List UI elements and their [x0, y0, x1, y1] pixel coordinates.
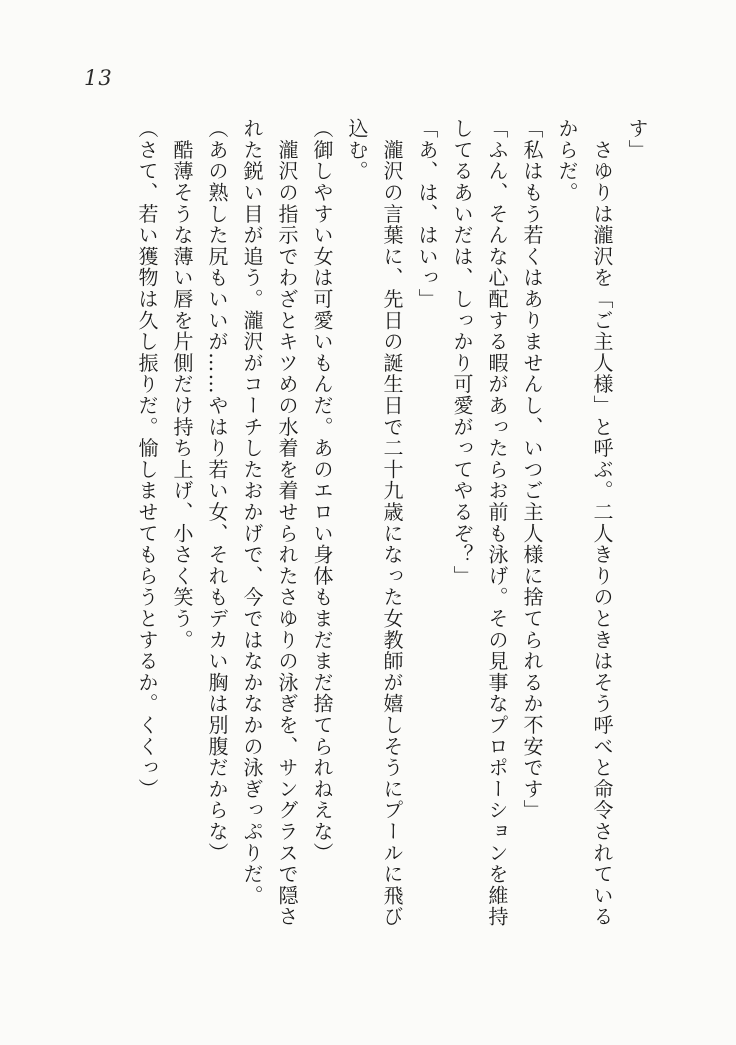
page-number: 13: [84, 66, 113, 90]
text-line: 「ふん、そんな心配する暇があったらお前も泳げ。その見事なプロポーションを維持: [485, 118, 509, 928]
text-line: からだ。: [555, 118, 579, 204]
text-line: 瀧沢の言葉に、先日の誕生日で二十九歳になった女教師が嬉しそうにプールに飛び: [380, 118, 404, 928]
text-line: 「私はもう若くはありませんし、いつご主人様に捨てられるか不安です」: [520, 118, 544, 821]
text-line: （あの熟した尻もいいが……やはり若い女、それもデカい胸は別腹だからな）: [205, 118, 229, 864]
text-line: （御しやすい女は可愛いもんだ。あのエロい身体もまだまだ捨てられねえな）: [310, 118, 334, 864]
text-line: （さて、若い獲物は久し振りだ。愉しませてもらうとするか。くくっ）: [135, 118, 159, 800]
text-line: してるあいだは、しっかり可愛がってやるぞ？」: [450, 118, 474, 587]
text-block: [129, 118, 654, 930]
text-line: れた鋭い目が追う。瀧沢がコーチしたおかげで、今ではなかなかの泳ぎっぷりだ。: [240, 118, 264, 907]
text-line: す」: [625, 118, 649, 161]
text-line: 瀧沢の指示でわざとキツめの水着を着せられたさゆりの泳ぎを、サングラスで隠さ: [275, 118, 299, 928]
text-line: さゆりは瀧沢を「ご主人様」と呼ぶ。二人きりのときはそう呼べと命令されている: [590, 118, 614, 928]
text-line: 酷薄そうな薄い唇を片側だけ持ち上げ、小さく笑う。: [170, 118, 194, 651]
text-line: 込む。: [345, 118, 369, 182]
text-line: 「あ、は、はいっ」: [415, 118, 439, 310]
